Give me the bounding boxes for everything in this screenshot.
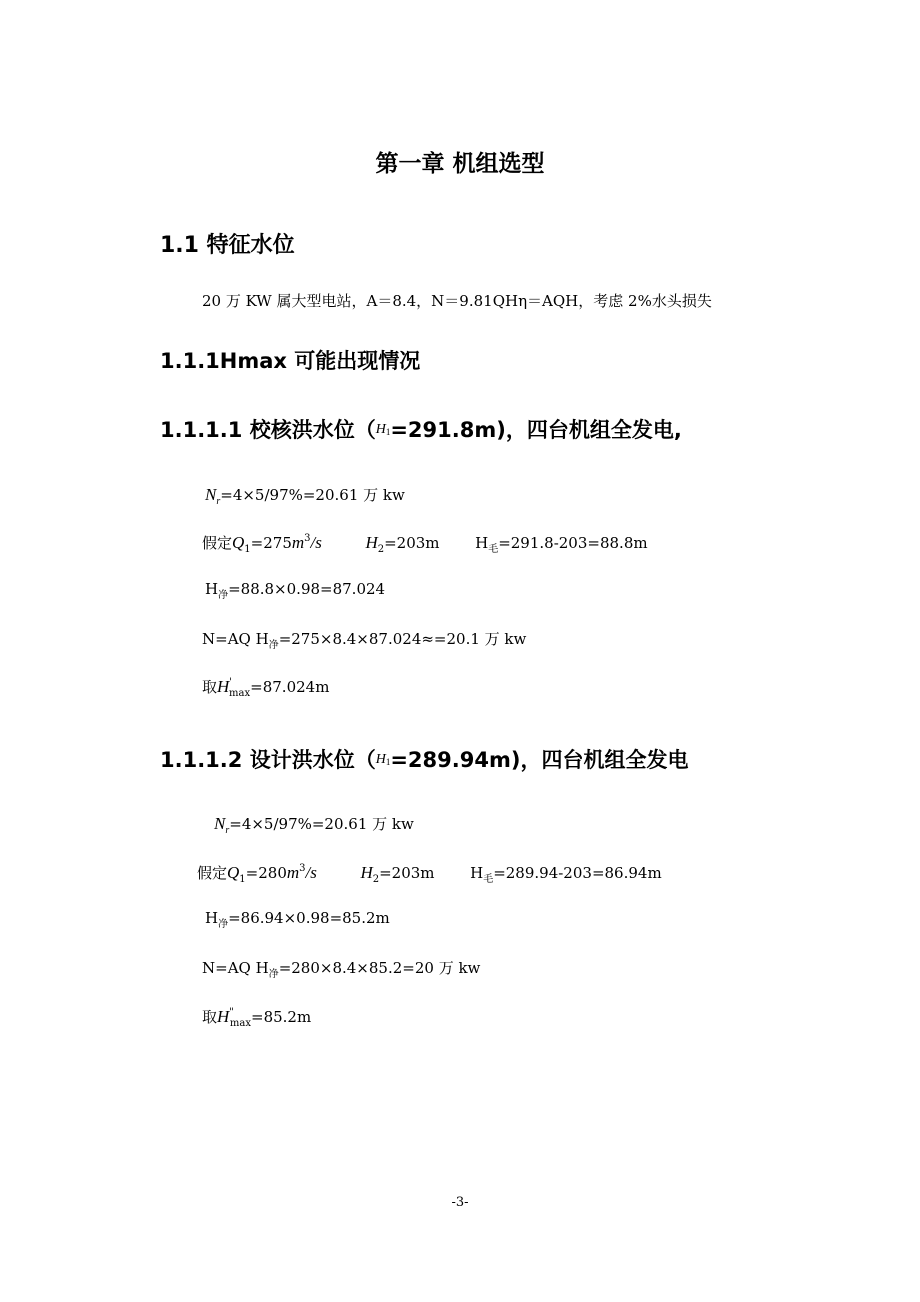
formula-nr: $N_r=4\times 5/97\%=20.61$ 万 kw: [205, 485, 405, 507]
heading-number: 1.1.1.1 校核洪水位（: [160, 418, 376, 442]
formula-take-hmax: 取$H'_{max}=87.024m$: [202, 677, 330, 699]
intro-paragraph: 20 万 KW 属大型电站，A＝8.4，N＝9.81QHη＝AQH，考虑 2%水头损失: [202, 292, 712, 310]
heading-symbol: $H_1$: [375, 752, 391, 767]
formula-hjing: $H_净=86.94\times 0.98=85.2m$: [205, 909, 390, 930]
heading-number: 1.1.1.2 设计洪水位（: [160, 748, 376, 772]
formula-assume: 假定$Q_1=275m^3/s$ $H_2=203m$ $H_毛=291.8-203=88.8m$: [202, 533, 648, 555]
heading-symbol: $H_1$: [375, 422, 391, 437]
formula-power: N=AQ $H_净=275\times 8.4\times 87.024\approx=20.1$ 万 kw: [202, 630, 527, 651]
heading-rest: =291.8m)，四台机组全发电,: [390, 418, 682, 442]
formula-power: N=AQ $H_净=280\times 8.4\times 85.2=20$ 万 kw: [202, 959, 481, 980]
section-heading-1-1: 1.1 特征水位: [160, 233, 295, 258]
section-heading-1-1-1-2: [160, 744, 688, 774]
formula-nr: $N_r=4\times 5/97\%=20.61$ 万 kw: [214, 814, 414, 836]
formula-assume: 假定$Q_1=280m^3/s$ $H_2=203m$ $H_毛=289.94-203=86.94m$: [197, 863, 662, 885]
section-heading-1-1-1-1: [160, 414, 682, 444]
section-heading-1-1-1: 1.1.1Hmax 可能出现情况: [160, 349, 421, 373]
heading-rest: =289.94m)，四台机组全发电: [390, 748, 689, 772]
formula-hjing: $H_净=88.8\times 0.98=87.024$: [205, 580, 386, 601]
page-number: -3-: [451, 1195, 469, 1210]
chapter-title: 第一章 机组选型: [375, 151, 545, 177]
formula-take-hmax: 取$H^"_{max}=85.2m$: [202, 1007, 312, 1029]
